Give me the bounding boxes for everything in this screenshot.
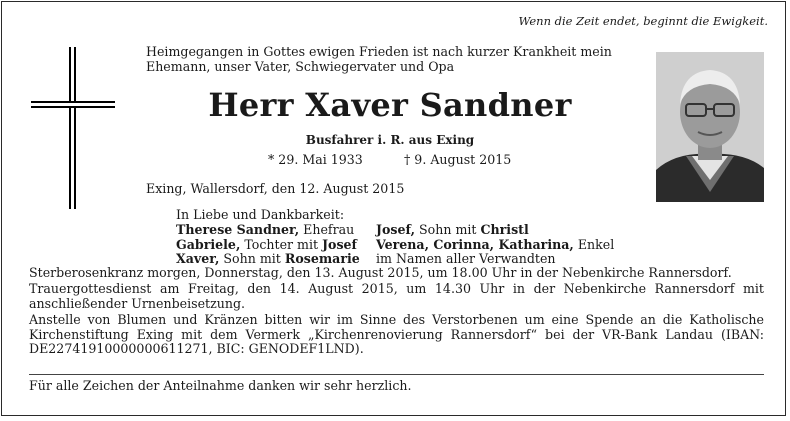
death-date: † 9. August 2015 <box>404 152 512 167</box>
birth-date: * 29. Mai 1933 <box>268 152 363 167</box>
mourner-entry: im Namen aller Verwandten <box>376 251 556 266</box>
deceased-name: Herr Xaver Sandner <box>208 86 572 124</box>
divider <box>29 374 764 375</box>
mourners-row <box>176 238 614 253</box>
portrait-photo <box>656 52 764 202</box>
donation-info: Anstelle von Blumen und Kränzen bitten wir im Sinne des Verstorbenen um eine Spende an die Katholische Kirchenstiftung Exing mit dem Vermerk „Kirchenrenovierung Rannersdorf“ bei der VR-Bank Landau (IBAN: DE22741910000000611271, BIC: GENODEF1LND). <box>29 312 764 357</box>
mourner-entry: Gabriele, Tochter mit Josef <box>176 236 357 252</box>
mourner-entry: Xaver, Sohn mit Rosemarie <box>176 251 360 266</box>
motto: Wenn die Zeit endet, beginnt die Ewigkeit. <box>518 14 768 28</box>
intro-text: Heimgegangen in Gottes ewigen Frieden ist nach kurzer Krankheit mein Ehemann, unser Vater, Schwiegervater und Opa <box>146 44 612 74</box>
mourners-list <box>176 223 614 267</box>
mourner-entry: Josef, Sohn mit Christl <box>376 222 529 237</box>
funeral-info: Trauergottesdienst am Freitag, den 14. August 2015, um 14.30 Uhr in der Nebenkirche Rannersdorf mit anschließender Urnenbeisetzung. <box>29 281 764 311</box>
thanks-intro: In Liebe und Dankbarkeit: <box>176 207 345 222</box>
service-details <box>29 266 764 358</box>
mourners-row <box>176 223 614 238</box>
mourner-entry: Verena, Corinna, Katharina, Enkel <box>376 236 615 252</box>
occupation: Busfahrer i. R. aus Exing <box>305 133 475 147</box>
place-date: Exing, Wallersdorf, den 12. August 2015 <box>146 181 405 196</box>
rosary-info: Sterberosenkranz morgen, Donnerstag, den 13. August 2015, um 18.00 Uhr in der Nebenkirche Rannersdorf. <box>29 265 732 280</box>
mourner-entry: Therese Sandner, Ehefrau <box>176 222 355 237</box>
closing-thanks: Für alle Zeichen der Anteilnahme danken wir sehr herzlich. <box>29 378 412 393</box>
